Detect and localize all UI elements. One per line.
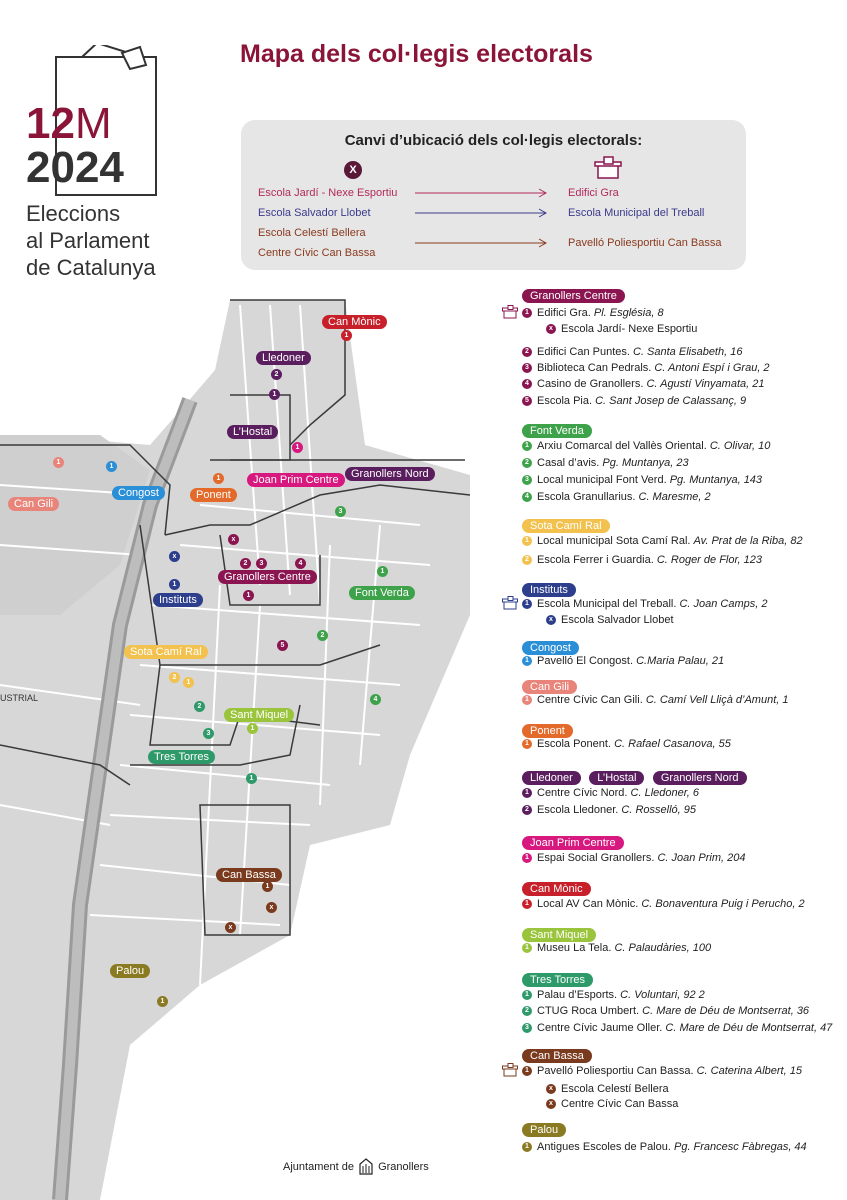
logo-election-date: 12M: [26, 99, 112, 148]
location-change-box: [241, 120, 746, 270]
legend-item: 1 Centre Cívic Nord. C. Lledoner, 6: [522, 787, 699, 799]
legend-can-bassa: Can Bassa: [522, 1046, 592, 1064]
ballot-box-icon: [502, 1063, 518, 1077]
map-marker-font-verda-2[interactable]: 2: [317, 630, 328, 641]
legend-item-closed: x Escola Jardí- Nexe Esportiu: [546, 323, 697, 335]
legend-item: 1 Local municipal Sota Camí Ral. Av. Prat de la Riba, 82: [522, 535, 803, 547]
legend-item: 3 Centre Cívic Jaume Oller. C. Mare de Déu de Montserrat, 47: [522, 1022, 832, 1034]
change-arrows: [415, 184, 550, 254]
footer-logo: Ajuntament de Granollers: [283, 1158, 429, 1176]
map-marker-font-verda-1[interactable]: 1: [377, 566, 388, 577]
legend-item: 1 Museu La Tela. C. Palaudàries, 100: [522, 942, 711, 954]
legend-tres-torres: Tres Torres: [522, 970, 593, 988]
legend-item: 1 Pavelló Poliesportiu Can Bassa. C. Caterina Albert, 15: [522, 1065, 802, 1077]
map-label-instituts[interactable]: Instituts: [153, 593, 203, 607]
map-label-sota-cami-ral[interactable]: Sota Camí Ral: [124, 645, 208, 659]
legend-item: 1 Centre Cívic Can Gili. C. Camí Vell Lliçà d’Amunt, 1: [522, 694, 788, 706]
map-marker-tres-torres-3[interactable]: 3: [203, 728, 214, 739]
map-label-tres-torres[interactable]: Tres Torres: [148, 750, 215, 764]
legend-item: 2 Edifici Can Puntes. C. Santa Elisabeth, 16: [522, 346, 742, 358]
map-label-can-bassa[interactable]: Can Bassa: [216, 868, 282, 882]
legend-item: 5 Escola Pia. C. Sant Josep de Calassanç, 9: [522, 395, 746, 407]
legend-item: 1 Local AV Can Mònic. C. Bonaventura Puig i Perucho, 2: [522, 898, 805, 910]
map-marker-font-verda-3[interactable]: 3: [335, 506, 346, 517]
map-marker-nord-2[interactable]: 2: [271, 369, 282, 380]
legend-item: 2 Escola Lledoner. C. Rosselló, 95: [522, 804, 696, 816]
legend-item: 1 Escola Ponent. C. Rafael Casanova, 55: [522, 738, 731, 750]
map-label-palou[interactable]: Palou: [110, 964, 150, 978]
change-from-3: Escola Celestí Bellera: [258, 227, 366, 239]
map-marker-closed-jardi[interactable]: x: [228, 534, 239, 545]
legend-joan-prim: Joan Prim Centre: [522, 833, 624, 851]
legend-instituts: Instituts: [522, 580, 576, 598]
legend-can-monic: Can Mònic: [522, 879, 591, 897]
map-streets: [0, 285, 510, 1200]
map-marker-joan-prim-1[interactable]: 1: [292, 442, 303, 453]
legend-item: 1 Escola Municipal del Treball. C. Joan Camps, 2: [522, 598, 768, 610]
map-label-congost[interactable]: Congost: [112, 486, 165, 500]
map-marker-can-bassa-1[interactable]: 1: [262, 881, 273, 892]
map-marker-can-gili-1[interactable]: 1: [53, 457, 64, 468]
map-marker-can-monic-1[interactable]: 1: [341, 330, 352, 341]
legend-item-closed: x Escola Celestí Bellera: [546, 1083, 669, 1095]
change-to-1: Edifici Gra: [568, 187, 619, 199]
map-label-can-gili[interactable]: Can Gili: [8, 497, 59, 511]
change-to-3: Pavelló Poliesportiu Can Bassa: [568, 237, 722, 249]
legend-item: 1 Pavelló El Congost. C.Maria Palau, 21: [522, 655, 724, 667]
legend-item-closed: x Centre Cívic Can Bassa: [546, 1098, 678, 1110]
legend-font-verda: Font Verda: [522, 421, 592, 439]
map-label-can-monic[interactable]: Can Mònic: [322, 315, 387, 329]
map-marker-centre-3[interactable]: 3: [256, 558, 267, 569]
page-title: Mapa dels col·legis electorals: [240, 40, 593, 68]
map-marker-tres-torres-2[interactable]: 2: [194, 701, 205, 712]
legend-item: 4 Escola Granullarius. C. Maresme, 2: [522, 491, 711, 503]
change-from-4: Centre Cívic Can Bassa: [258, 247, 376, 259]
map-marker-tres-torres-1[interactable]: 1: [246, 773, 257, 784]
map-marker-centre-4[interactable]: 4: [295, 558, 306, 569]
map-marker-closed-llobet[interactable]: x: [169, 551, 180, 562]
map-marker-sota-2[interactable]: 2: [169, 672, 180, 683]
map-label-lledoner[interactable]: Lledoner: [256, 351, 311, 365]
change-box-title: Canvi d’ubicació dels col·legis electorals:: [344, 132, 643, 149]
legend-sant-miquel: Sant Miquel: [522, 925, 596, 943]
electoral-map[interactable]: [0, 285, 510, 1200]
legend-congost: Congost: [522, 638, 579, 656]
legend-item: 1 Edifici Gra. Pl. Església, 8: [522, 307, 664, 319]
map-label-granollers-nord[interactable]: Granollers Nord: [345, 467, 435, 481]
legend-item: 1 Palau d’Esports. C. Voluntari, 92 2: [522, 989, 705, 1001]
change-from-2: Escola Salvador Llobet: [258, 207, 371, 219]
map-label-ponent[interactable]: Ponent: [190, 488, 237, 502]
map-marker-centre-2[interactable]: 2: [240, 558, 251, 569]
legend-item: 2 Casal d’avis. Pg. Muntanya, 23: [522, 457, 689, 469]
closed-x-icon: X: [344, 160, 362, 179]
map-area-industrial: USTRIAL: [0, 693, 39, 703]
map-marker-sota-1[interactable]: 1: [183, 677, 194, 688]
legend-item: 4 Casino de Granollers. C. Agustí Vinyamata, 21: [522, 378, 764, 390]
legend-sota-cami-ral: Sota Camí Ral: [522, 516, 610, 534]
legend-item: 2 CTUG Roca Umbert. C. Mare de Déu de Montserrat, 36: [522, 1005, 809, 1017]
map-label-hostal[interactable]: L’Hostal: [227, 425, 278, 439]
legend-item: 1 Arxiu Comarcal del Vallès Oriental. C. Olivar, 10: [522, 440, 770, 452]
map-marker-closed-bellera[interactable]: x: [266, 902, 277, 913]
map-label-joan-prim[interactable]: Joan Prim Centre: [247, 473, 345, 487]
legend-item: 2 Escola Ferrer i Guardia. C. Roger de Flor, 123: [522, 554, 762, 566]
map-marker-nord-1[interactable]: 1: [269, 389, 280, 400]
legend-ponent: Ponent: [522, 721, 573, 739]
ballot-box-icon: [502, 596, 518, 610]
granollers-crest-icon: [357, 1158, 375, 1176]
legend-item: 1 Espai Social Granollers. C. Joan Prim, 204: [522, 852, 746, 864]
map-label-granollers-centre[interactable]: Granollers Centre: [218, 570, 317, 584]
logo-year: 2024: [26, 143, 124, 192]
change-from-1: Escola Jardí - Nexe Esportiu: [258, 187, 398, 199]
map-marker-centre-5[interactable]: 5: [277, 640, 288, 651]
legend-item: 3 Biblioteca Can Pedrals. C. Antoni Espí i Grau, 2: [522, 362, 770, 374]
legend-granollers-centre: Granollers Centre: [522, 286, 625, 304]
map-marker-palou-1[interactable]: 1: [157, 996, 168, 1007]
legend-item: 1 Antigues Escoles de Palou. Pg. Francesc Fàbregas, 44: [522, 1141, 807, 1153]
change-to-2: Escola Municipal del Treball: [568, 207, 705, 219]
map-label-sant-miquel[interactable]: Sant Miquel: [224, 708, 294, 722]
ballot-box-icon: [593, 156, 623, 180]
map-marker-font-verda-4[interactable]: 4: [370, 694, 381, 705]
map-label-font-verda[interactable]: Font Verda: [349, 586, 415, 600]
legend-item: 3 Local municipal Font Verd. Pg. Muntanya, 143: [522, 474, 762, 486]
ballot-box-icon: [502, 305, 518, 319]
legend-palou: Palou: [522, 1120, 566, 1138]
legend-item-closed: x Escola Salvador Llobet: [546, 614, 674, 626]
map-marker-sant-miquel-1[interactable]: 1: [247, 723, 258, 734]
map-marker-centre-1[interactable]: 1: [243, 590, 254, 601]
map-marker-instituts-1[interactable]: 1: [169, 579, 180, 590]
logo-subtitle: Eleccions al Parlament de Catalunya: [26, 201, 156, 280]
map-marker-closed-can-bassa[interactable]: x: [225, 922, 236, 933]
legend-nord: Lledoner L’Hostal Granollers Nord: [522, 768, 747, 786]
map-marker-congost-1[interactable]: 1: [106, 461, 117, 472]
legend-can-gili: Can Gili: [522, 677, 577, 695]
map-marker-ponent-1[interactable]: 1: [213, 473, 224, 484]
